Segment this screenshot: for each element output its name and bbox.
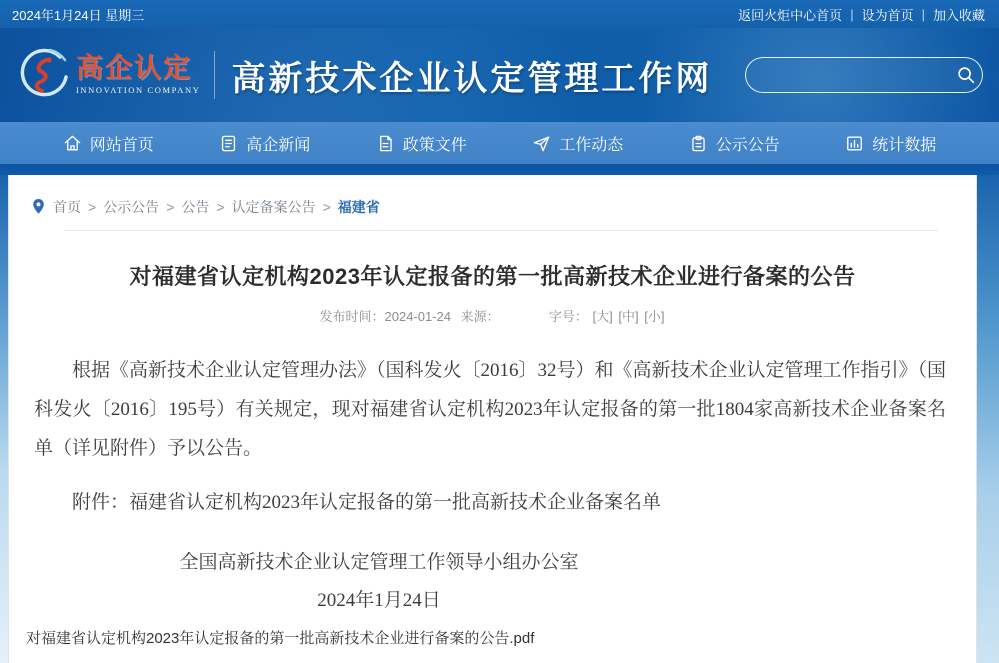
logo-text-en: INNOVATION COMPANY xyxy=(76,85,201,96)
breadcrumb-separator: > xyxy=(88,199,97,215)
top-utility-bar xyxy=(0,0,999,28)
nav-label: 网站首页 xyxy=(89,136,154,154)
nav-item-policy[interactable] xyxy=(376,132,467,155)
nav-item-statistics[interactable] xyxy=(845,132,936,155)
site-title: 高新技术企业认定管理工作网 xyxy=(231,60,713,98)
attachment-pdf-link[interactable]: 对福建省认定机构2023年认定报备的第一批高新技术企业进行备案的公告.pdf xyxy=(26,630,535,647)
header-divider xyxy=(214,51,215,99)
nav-label: 高企新闻 xyxy=(246,136,311,154)
article-paragraph: 根据《高新技术企业认定管理办法》（国科发火〔2016〕32号）和《高新技术企业认定管理工作指引》（国科发火〔2016〕195号）有关规定，现对福建省认定机构2023年认定报备的第一批1804家高新技术企业备案名单（详见附件）予以公告。 xyxy=(34,360,947,459)
logo-text-cn: 高企认定 xyxy=(76,53,192,84)
nav-label: 工作动态 xyxy=(559,136,624,154)
fontsize-medium-button[interactable]: [中] xyxy=(618,309,639,324)
nav-label: 公示公告 xyxy=(715,136,780,154)
paper-plane-icon xyxy=(532,134,551,153)
nav-item-announcements[interactable] xyxy=(689,132,780,155)
left-edge-decoration xyxy=(0,175,8,663)
link-add-favorite[interactable]: 加入收藏 xyxy=(932,7,985,23)
link-torch-center-home[interactable]: 返回火炬中心首页 xyxy=(738,7,843,23)
policy-doc-icon xyxy=(376,134,395,153)
right-edge-decoration xyxy=(977,175,999,663)
bar-chart-icon xyxy=(845,134,864,153)
search-box xyxy=(745,57,983,93)
link-set-homepage[interactable]: 设为首页 xyxy=(861,7,914,23)
content-wrap xyxy=(0,175,999,663)
search-button[interactable] xyxy=(949,58,982,92)
nav-item-home[interactable] xyxy=(63,132,154,155)
article-body xyxy=(34,351,946,468)
news-icon xyxy=(219,134,238,153)
breadcrumb-item-home[interactable]: 首页 xyxy=(53,199,81,215)
nav-item-work-dynamics[interactable] xyxy=(532,132,623,155)
article-meta xyxy=(9,306,976,325)
topbar-separator: | xyxy=(921,6,925,22)
breadcrumb-item-notice[interactable]: 公告 xyxy=(181,199,210,215)
topbar-links xyxy=(738,5,985,24)
logo-swirl-icon xyxy=(16,47,72,103)
main-nav xyxy=(0,122,999,164)
signature-date: 2024年1月24日 xyxy=(317,590,441,611)
attachment-line: 附件：福建省认定机构2023年认定报备的第一批高新技术企业备案名单 xyxy=(72,492,662,513)
publish-date: 2024-01-24 xyxy=(384,309,452,324)
content-panel xyxy=(8,175,977,663)
topbar-separator: | xyxy=(850,6,854,22)
nav-label: 政策文件 xyxy=(402,136,467,154)
signature-organization: 全国高新技术企业认定管理工作领导小组办公室 xyxy=(179,552,579,573)
breadcrumb-item-announcements[interactable]: 公示公告 xyxy=(103,199,160,215)
site-header xyxy=(0,28,999,122)
current-date: 2024年1月24日 星期三 xyxy=(12,7,145,23)
fontsize-label: 字号： xyxy=(548,309,588,324)
home-icon xyxy=(63,134,82,153)
breadcrumb-separator: > xyxy=(216,199,225,215)
nav-bottom-strip xyxy=(0,164,999,175)
breadcrumb-separator: > xyxy=(322,199,331,215)
fontsize-large-button[interactable]: [大] xyxy=(592,309,613,324)
clipboard-icon xyxy=(689,134,708,153)
location-pin-icon xyxy=(31,198,46,215)
breadcrumb xyxy=(9,175,976,228)
logo-text-block xyxy=(76,55,200,95)
fontsize-small-button[interactable]: [小] xyxy=(644,309,665,324)
breadcrumb-divider xyxy=(64,230,938,231)
breadcrumb-separator: > xyxy=(166,199,175,215)
breadcrumb-item-fujian[interactable]: 福建省 xyxy=(337,199,380,215)
signature-block xyxy=(9,547,749,612)
search-icon xyxy=(955,64,977,86)
breadcrumb-item-filing-notices[interactable]: 认定备案公告 xyxy=(231,199,316,215)
source-label: 来源： xyxy=(460,309,500,324)
nav-label: 统计数据 xyxy=(872,136,937,154)
search-input[interactable] xyxy=(746,58,949,92)
publish-time-label: 发布时间： xyxy=(319,309,385,324)
nav-item-news[interactable] xyxy=(219,132,310,155)
site-logo[interactable] xyxy=(16,47,200,103)
article-title: 对福建省认定机构2023年认定报备的第一批高新技术企业进行备案的公告 xyxy=(129,264,856,289)
